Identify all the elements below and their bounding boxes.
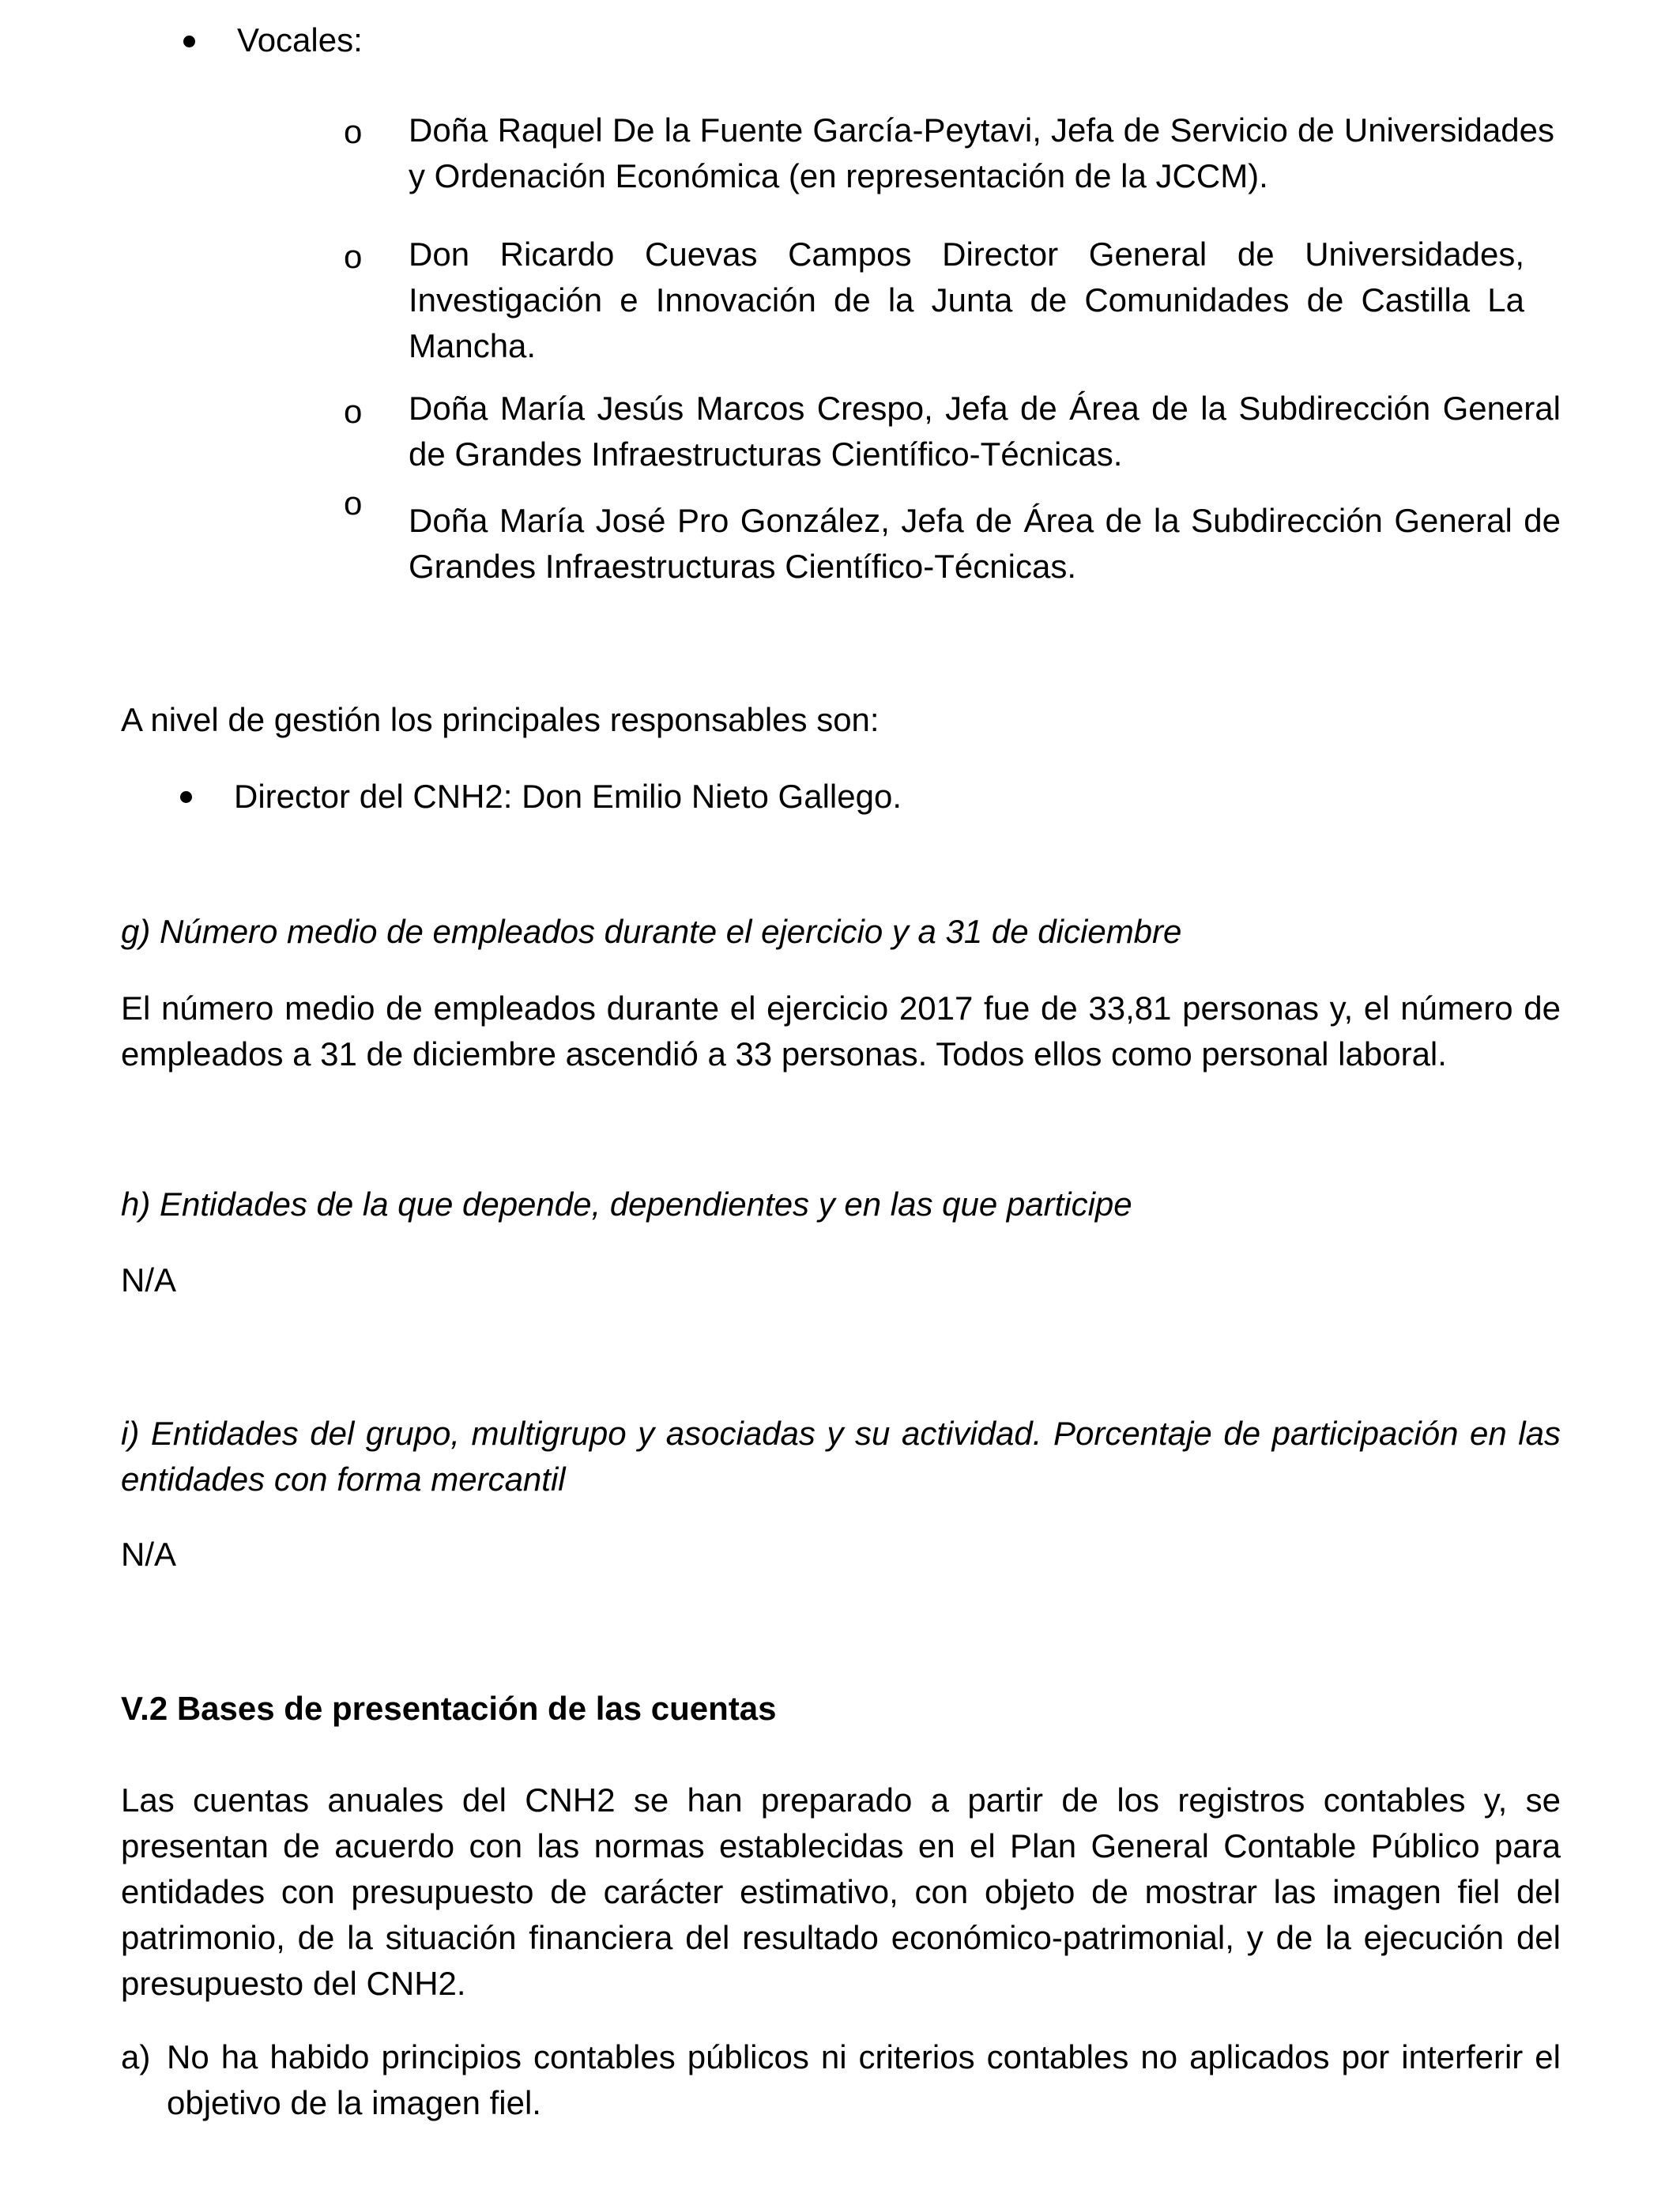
list-item-label: a) xyxy=(121,2038,151,2075)
vocal-member-2: Don Ricardo Cuevas Campos Director General de Universidades, Investigación e Innovación de la Junta de Comunidades de Castilla La Mancha. xyxy=(409,236,1524,364)
circle-bullet-marker: o xyxy=(344,393,363,430)
section-h-title: h) Entidades de la que depende, dependientes y en las que participe xyxy=(121,1186,1132,1223)
circle-bullet-marker: o xyxy=(344,484,363,522)
section-g-body: El número medio de empleados durante el ejercicio 2017 fue de 33,81 personas y, el número de empleados a 31 de diciembre ascendió a 33 personas. Todos ellos como personal laboral. xyxy=(121,990,1561,1072)
vocales-label: Vocales: xyxy=(237,21,363,58)
bullet-dot xyxy=(183,36,195,47)
section-i-body: N/A xyxy=(121,1536,177,1573)
gestion-item-director: Director del CNH2: Don Emilio Nieto Gallego. xyxy=(234,778,902,815)
section-v2-heading: V.2 Bases de presentación de las cuentas xyxy=(121,1690,777,1727)
list-item-text: No ha habido principios contables públicos ni criterios contables no aplicados por interferir el objetivo de la imagen fiel. xyxy=(167,2038,1561,2121)
circle-bullet-marker: o xyxy=(344,113,363,150)
vocal-member-1: Doña Raquel De la Fuente García-Peytavi, Jefa de Servicio de Universidades y Ordenación Económica (en representación de la JCCM). xyxy=(409,111,1554,194)
section-g-title: g) Número medio de empleados durante el ejercicio y a 31 de diciembre xyxy=(121,913,1182,950)
section-v2-body: Las cuentas anuales del CNH2 se han preparado a partir de los registros contables y, se presentan de acuerdo con las normas establecidas en el Plan General Contable Público para entidades con presupuesto de carácter estimativo, con objeto de mostrar las imagen fiel del patrimonio, de la situación financiera del resultado económico-patrimonial, y de la ejecución del presupuesto del CNH2. xyxy=(121,1781,1561,2002)
section-i-title: i) Entidades del grupo, multigrupo y asociadas y su actividad. Porcentaje de participación en las entidades con forma mercantil xyxy=(121,1415,1561,1498)
vocal-member-4: Doña María José Pro González, Jefa de Área de la Subdirección General de Grandes Infraestructuras Científico-Técnicas. xyxy=(409,502,1561,585)
vocal-member-3: Doña María Jesús Marcos Crespo, Jefa de Área de la Subdirección General de Grandes Infraestructuras Científico-Técnicas. xyxy=(409,390,1561,473)
gestion-intro: A nivel de gestión los principales responsables son: xyxy=(121,701,880,738)
section-h-body: N/A xyxy=(121,1261,177,1299)
bullet-dot xyxy=(180,791,192,803)
circle-bullet-marker: o xyxy=(344,238,363,275)
